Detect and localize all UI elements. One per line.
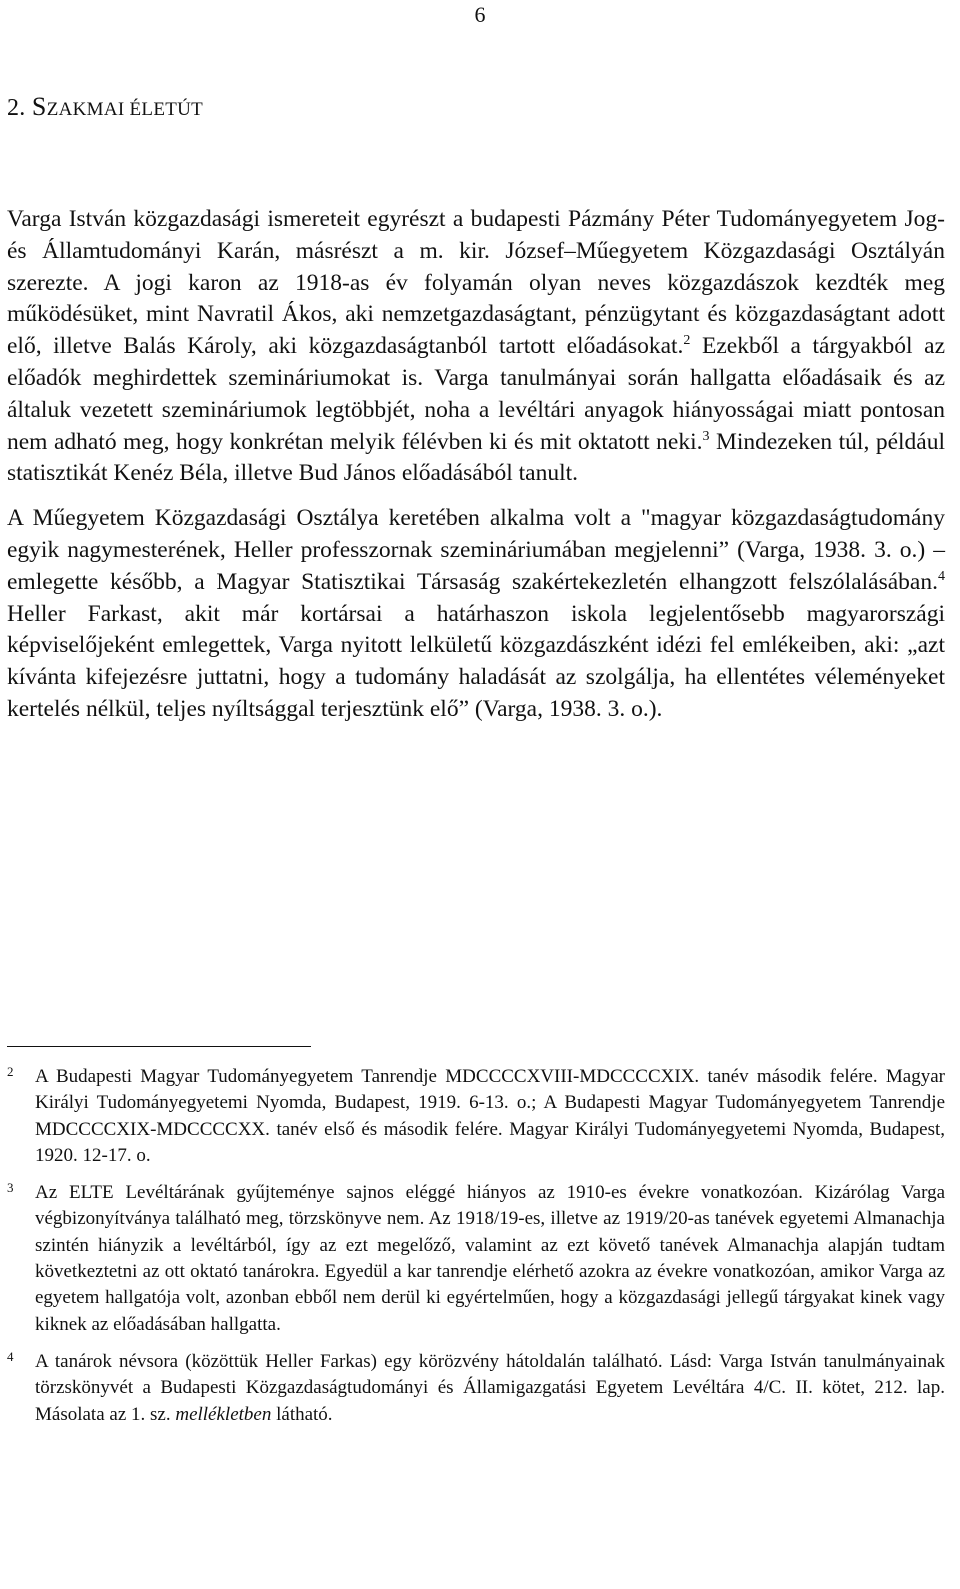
footnote-text — [35, 1349, 945, 1428]
paragraph-text: A Műegyetem Közgazdasági Osztálya keretében alkalma volt a "magyar közgazdaságtudomány egyik nagymesterének, Heller professzornak szemináriumában megjelenni” (Varga, 1938. 3. o.) – emlegette később, a Magyar Statisztikai Társaság szakértekezletén elhangzott felszólalásában. — [7, 505, 945, 595]
footnote-ref-3[interactable]: 3 — [702, 428, 710, 444]
footnotes — [7, 1064, 945, 1439]
heading-small-caps: ZAKMAI ÉLETÚT — [46, 99, 204, 120]
footnote-2 — [7, 1064, 945, 1169]
heading-initial: S — [31, 92, 47, 121]
footnote-4 — [7, 1349, 945, 1428]
page-number: 6 — [474, 2, 486, 27]
paragraph-text: Mindezeken túl, például statisztikát Kenéz Béla, illetve Bud János előadásából tanult. — [7, 428, 946, 487]
body-text — [7, 204, 945, 739]
footnote-ref-4[interactable]: 4 — [938, 568, 945, 584]
section-heading — [7, 92, 203, 122]
paragraph-2 — [7, 503, 945, 726]
footnote-number: 2 — [7, 1064, 14, 1079]
paragraph-text: Varga István közgazdasági ismereteit egyrészt a budapesti Pázmány Péter Tudományegyetem Jog- és Államtudományi Karán, másrészt a m. kir. József–Műegyetem Közgazdasági Osztályán szerezte. A jogi karon az 1918-as év folyamán olyan neves közgazdászok kezdték meg működésüket, mint Navratil Ákos, aki nemzetgazdaságtant, pénzügytant és közgazdaságtant adott elő, illetve Balás Károly, aki közgazdaságtanból tartott előadásokat. — [7, 206, 945, 360]
paragraph-text: Ezekből a tárgyakból az előadók meghirdettek szemináriumokat is. Varga tanulmányai során hallgatta előadásaik és az általuk vezetett szemináriumok legtöbbjét, noha a levéltári anyagok hiányosságai miatt pontosan nem adható meg, hogy konkrétan melyik félévben ki és mit oktatott neki. — [7, 333, 945, 455]
footnote-number: 4 — [7, 1348, 14, 1364]
footnote-separator — [7, 1046, 311, 1047]
footnote-text: Az ELTE Levéltárának gyűjteménye sajnos eléggé hiányos az 1910-es évekre vonatkozóan. Kizárólag Varga végbizonyítványa található meg, törzskönyve nem. Az 1918/19-es, illetve az 1919/20-as tanévek egyetemi Almanachja szintén hiányzik a levéltárból, így az ezt megelőző, valamint az ezt követő tanévek Almanachja alapján tudtam következtetni az ott oktató tanárokra. Egyedül a kar tanrendje elérhető azokra az évekre vonatkozóan, amikor Varga az egyetem hallgatója volt, azonban ebből nem derül ki egyértelműen, hogy a közgazdasági jellegű tárgyakat kinek vagy kiknek az előadásában hallgatta. — [35, 1182, 945, 1335]
footnote-text-part: látható. — [271, 1403, 333, 1425]
footnote-text-part: A tanárok névsora (közöttük Heller Farkas) egy körözvény hátoldalán található. Lásd: Varga István tanulmányainak törzskönyvét a Budapesti Közgazdaságtudományi és Államigazgatási Egyetem Levéltára 4/C. II. kötet, 212. lap. Másolata az 1. sz. — [35, 1350, 945, 1425]
footnote-italic-word: mellékletben — [175, 1403, 272, 1425]
footnote-text: A Budapesti Magyar Tudományegyetem Tanrendje MDCCCCXVIII-MDCCCCXIX. tanév második felére. Magyar Királyi Tudományegyetemi Nyomda, Budapest, 1919. 6-13. o.; A Budapesti Magyar Tudományegyetem Tanrendje MDCCCCXIX-MDCCCCXX. tanév első és második felére. Magyar Királyi Tudományegyetemi Nyomda, Budapest, 1920. 12-17. o. — [35, 1066, 945, 1166]
paragraph-1 — [7, 204, 945, 490]
paragraph-text: Heller Farkast, akit már kortársai a határhaszon iskola legjelentősebb magyarországi képviselőjeként emlegettek, Varga nyitott lelkületű közgazdászként idézi fel emlékeiben, aki: „azt kívánta kifejezésre juttatni, hogy a tudomány haladását az szolgálja, ha ellentétes véleményeket kertelés nélkül, teljes nyíltsággal terjesztünk elő” (Varga, 1938. 3. o.). — [7, 600, 945, 722]
footnote-number: 3 — [7, 1180, 14, 1196]
footnote-3 — [7, 1180, 945, 1338]
section-number: 2. — [7, 95, 26, 121]
footnote-ref-2[interactable]: 2 — [683, 333, 691, 349]
